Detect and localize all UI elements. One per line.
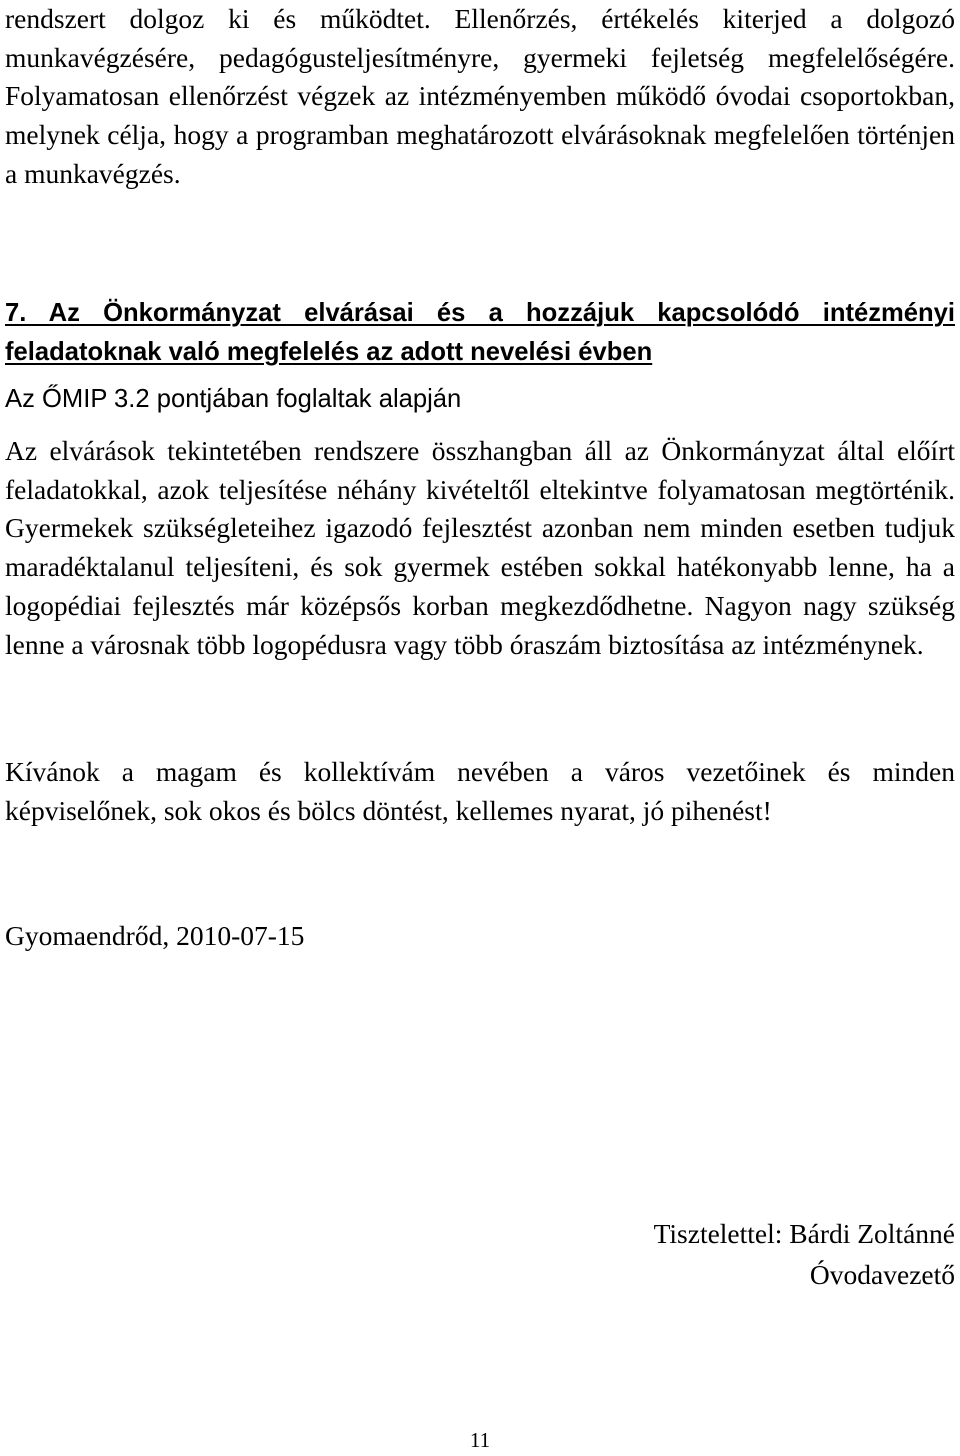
signature-title: Óvodavezető bbox=[809, 1259, 955, 1290]
intro-paragraph: rendszert dolgoz ki és működtet. Ellenőrzés, értékelés kiterjed a dolgozó munkavégzésére, pedagógusteljesítményre, gyermeki fejletség megfelelőségére. Folyamatosan ellenőrzést végzek az intézményemben működő óvodai csoportokban, melynek célja, hogy a programban meghatározott elvárásoknak megfelelően történjen a munkavégzés. bbox=[5, 3, 955, 189]
signature-block bbox=[654, 1213, 955, 1295]
page-number: 11 bbox=[469, 1428, 491, 1452]
document-page bbox=[5, 0, 955, 1456]
place-and-date: Gyomaendrőd, 2010-07-15 bbox=[5, 920, 305, 951]
signature-name: Tisztelettel: Bárdi Zoltánné bbox=[653, 1218, 955, 1249]
body-paragraph: Az elvárások tekintetében rendszere összhangban áll az Önkormányzat által előírt feladatokkal, azok teljesítése néhány kivételtől eltekintve folyamatosan megtörténik. Gyermekek szükségleteihez igazodó fejlesztést azonban nem minden esetben tudjuk maradéktalanul teljesíteni, és sok gyermek estében sokkal hatékonyabb lenne, ha a logopédiai fejlesztés már középsős korban megkezdődhetne. Nagyon nagy szükség lenne a városnak több logopédusra vagy több óraszám biztosítása az intézménynek. bbox=[5, 435, 955, 660]
section-heading: 7. Az Önkormányzat elvárásai és a hozzájuk kapcsolódó intézményi feladatoknak való megfelelés az adott nevelési évben bbox=[5, 299, 955, 366]
closing-wish-paragraph: Kívánok a magam és kollektívám nevében a város vezetőinek és minden képviselőnek, sok okos és bölcs döntést, kellemes nyarat, jó pihenést! bbox=[5, 756, 955, 826]
section-subheading: Az ŐMIP 3.2 pontjában foglaltak alapján bbox=[5, 385, 462, 413]
